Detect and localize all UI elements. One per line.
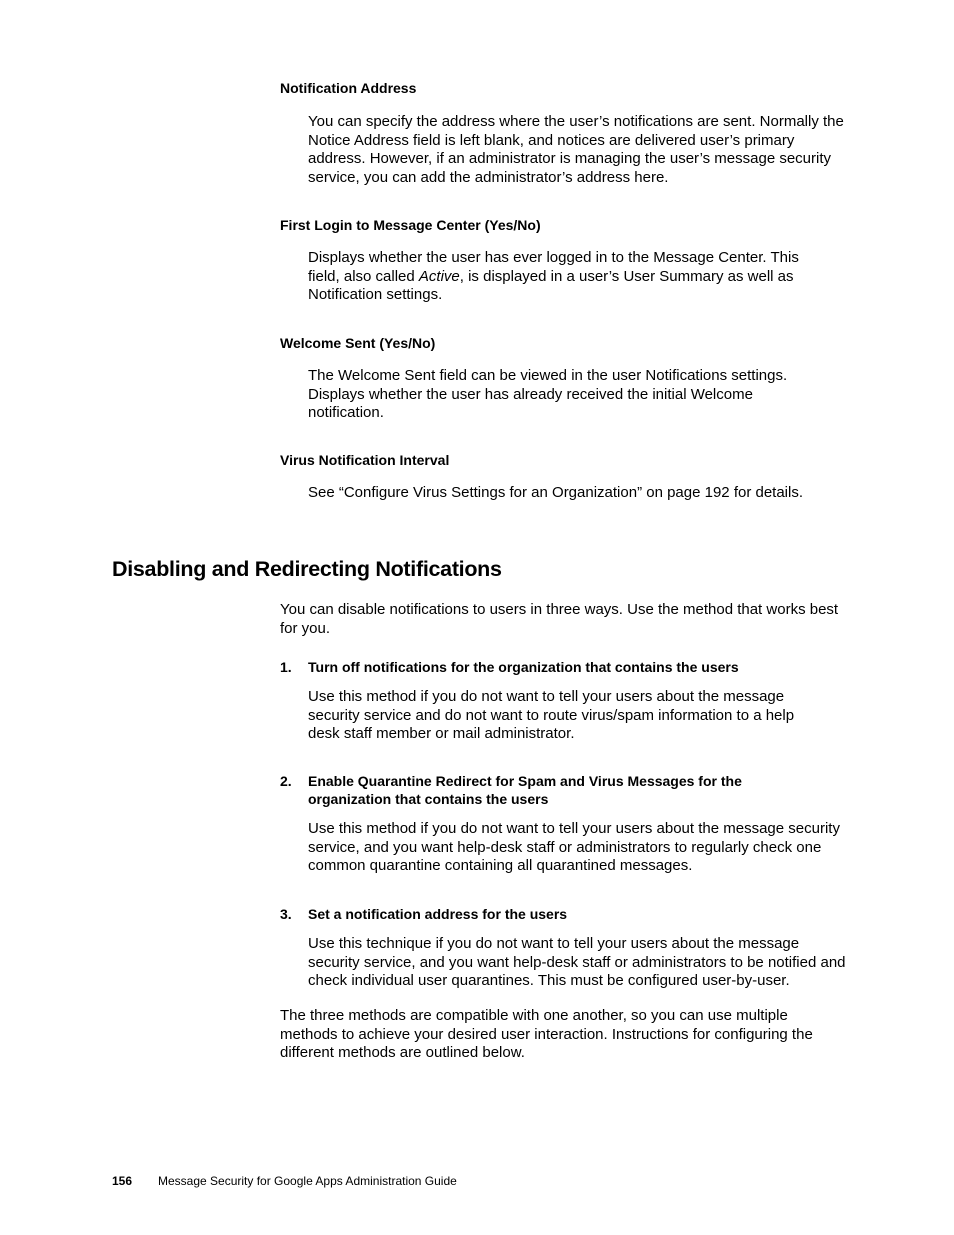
field-heading-virus-interval: Virus Notification Interval	[280, 452, 450, 468]
section-conclusion: The three methods are compatible with one another, so you can use multiple methods to achieve your desired user interaction. Instructions for configuring the different methods are outlined below.	[280, 1007, 813, 1062]
footer-doc-title: Message Security for Google Apps Administration Guide	[158, 1174, 457, 1188]
step-text-3: Use this technique if you do not want to tell your users about the message security service, and you want help-desk staff or administrators to be notified and check individual user quarantines. This must be configured user-by-user.	[308, 935, 846, 990]
section-title: Disabling and Redirecting Notifications	[112, 557, 502, 581]
step-number-3: 3.	[280, 906, 292, 922]
field-text-virus-interval: See “Configure Virus Settings for an Organization” on page 192 for details.	[308, 484, 804, 501]
field-heading-notification-address: Notification Address	[280, 80, 417, 96]
step-number-2: 2.	[280, 773, 292, 789]
field-text-notification-address: You can specify the address where the user’s notifications are sent. Normally the Notice Address field is left blank, and notices are delivered user’s primary address. However, if an administrator is managing the user’s message security service, you can add the administrator’s address here.	[308, 113, 844, 186]
step-title-2: Enable Quarantine Redirect for Spam and Virus Messages for the organization that contains the users	[308, 773, 742, 807]
step-number-1: 1.	[280, 659, 292, 675]
field-text-welcome-sent: The Welcome Sent field can be viewed in the user Notifications settings. Displays whether the user has already received the initial Welcome notification.	[308, 367, 788, 422]
page-number: 156	[112, 1174, 133, 1188]
step-text-1: Use this method if you do not want to tell your users about the message security service and do not want to route virus/spam information to a help desk staff member or mail administrator.	[308, 688, 795, 743]
field-text-first-login-part2: , is displayed in a user’s User Summary as well as Notification settings.	[308, 267, 794, 304]
step-text-2: Use this method if you do not want to tell your users about the message security service, and you want help-desk staff or administrators to regularly check one common quarantine containing all quarantined messages.	[308, 820, 840, 875]
field-text-first-login-italic: Active	[418, 267, 460, 285]
field-heading-welcome-sent: Welcome Sent (Yes/No)	[280, 335, 436, 351]
step-title-3: Set a notification address for the users	[308, 906, 568, 922]
field-text-first-login	[308, 249, 830, 305]
section-intro: You can disable notifications to users in three ways. Use the method that works best for you.	[280, 601, 839, 637]
step-title-1: Turn off notifications for the organization that contains the users	[308, 659, 739, 675]
field-text-first-login-part1: Displays whether the user has ever logged in to the Message Center. This field, also called	[308, 249, 799, 285]
field-heading-first-login: First Login to Message Center (Yes/No)	[280, 217, 541, 233]
